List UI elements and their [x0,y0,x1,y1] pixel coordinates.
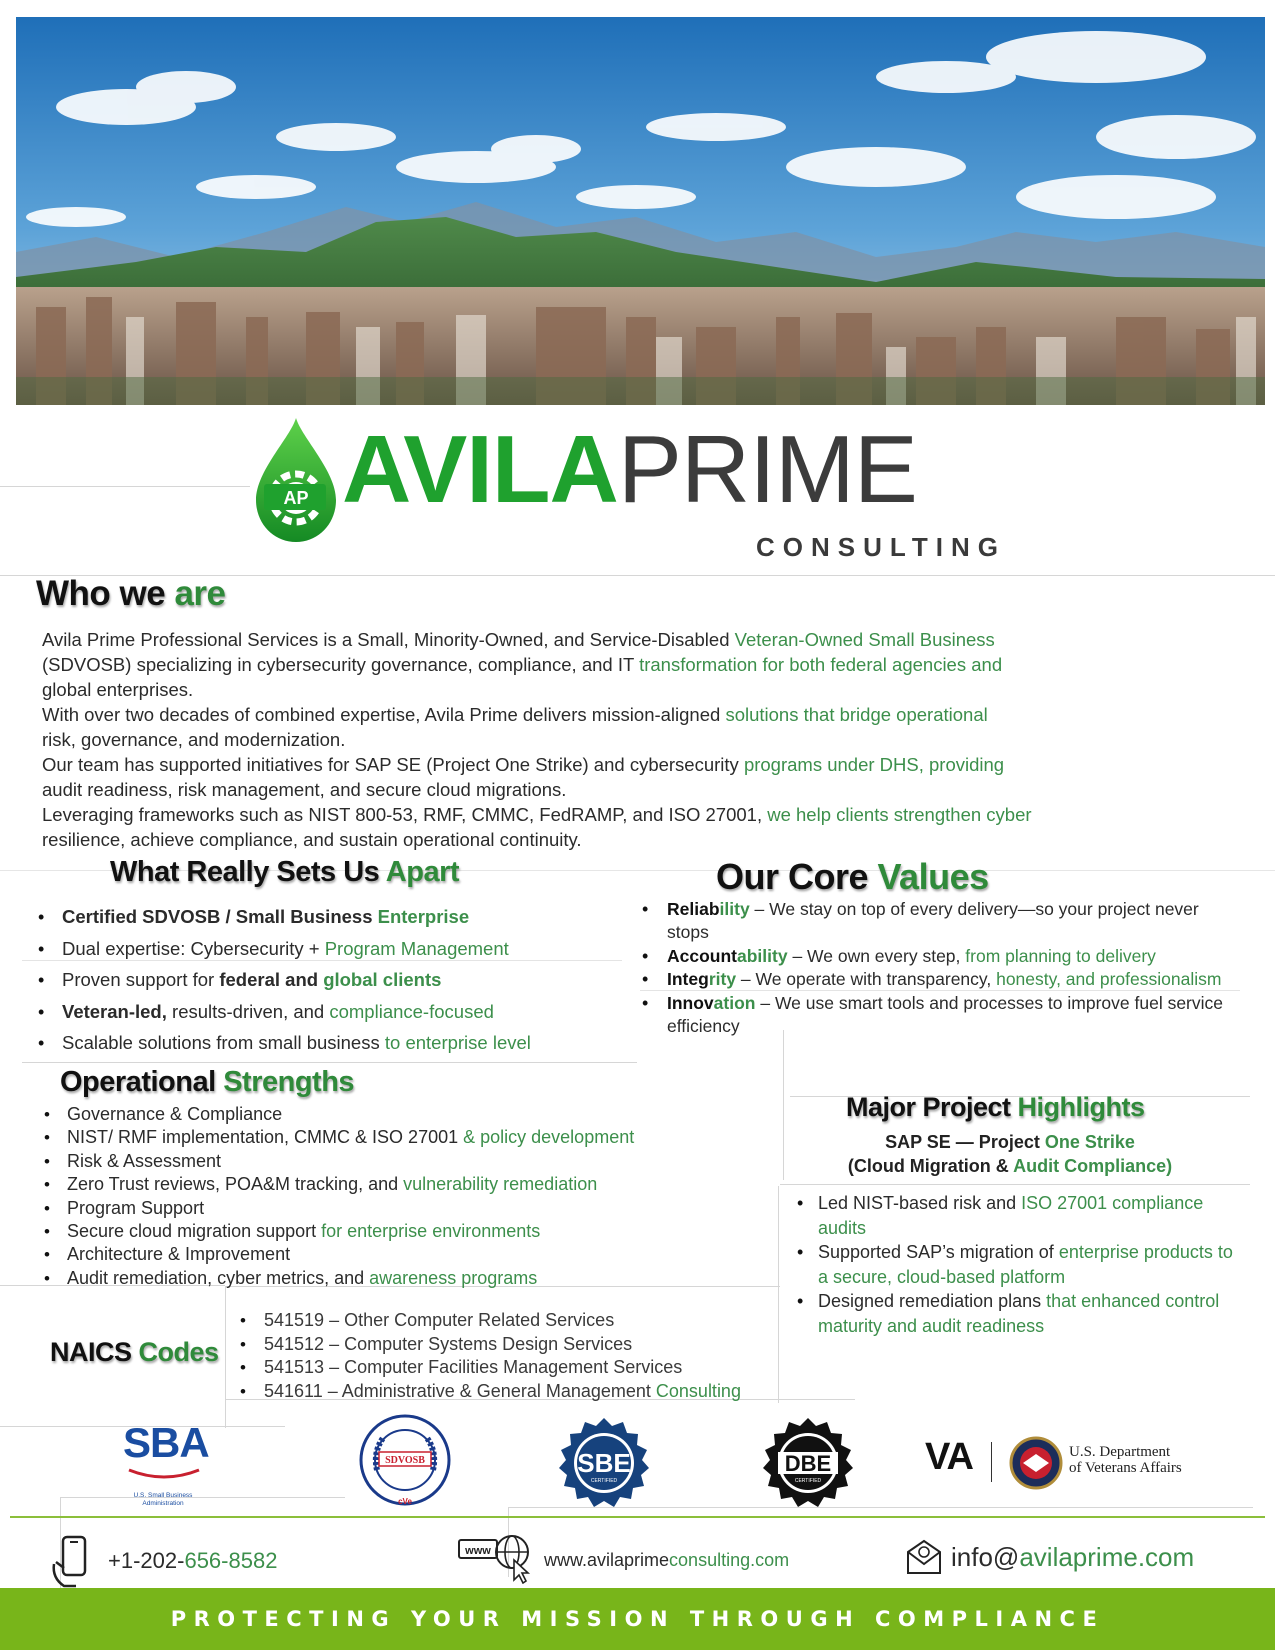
paragraph-line [42,627,1242,652]
paragraph-text-green: programs under DHS, providing [743,754,1005,775]
core-value-name-text [667,946,788,966]
core-values-heading [716,856,989,898]
item-text-bold: Veteran-led, [62,1000,167,1022]
paragraph-line [42,802,1242,827]
core-value-name-tail: ility [719,899,750,919]
item-text-bold: federal and [219,969,324,990]
heading-text-green: Highlights [1017,1092,1145,1122]
dbe-certified: CERTIFIED [794,1478,822,1484]
item-text: Scalable solutions from small business [62,1032,385,1053]
core-value-name-head: Innov [667,992,714,1013]
phone-contact[interactable] [50,1530,350,1590]
core-value-name-head: Integ [667,969,709,989]
item-text-green: compliance-focused [329,1000,494,1022]
sdvosb-seal-graphic [355,1412,455,1512]
item-text: Governance & Compliance [67,1104,283,1124]
website-url [544,1550,789,1571]
certification-badges [0,1412,1275,1522]
paragraph-text: global enterprises. [42,679,194,700]
website-contact[interactable] [458,1530,838,1590]
item-text-green: awareness programs [369,1267,538,1288]
highlight-item [795,1240,1240,1289]
sba-logo [123,1419,209,1512]
paragraph-text: risk, governance, and modernization. [42,729,346,750]
core-value-name [667,899,750,919]
item-text-green: enterprise products to a secure, cloud-based platform [818,1242,1233,1287]
core-value-name-tail: ability [737,945,788,966]
naics-code-item [238,1309,838,1333]
item-text-bold-green: Enterprise [377,906,470,927]
naics-code-item [238,1356,838,1380]
sba-swoosh-icon [127,1466,201,1484]
strength-item [40,1126,780,1149]
website-text-green: consulting.com [669,1550,790,1570]
paragraph-text: Our team has supported initiatives for SAP SE (Project One Strike) and cybersecurity [42,754,744,775]
core-value-name [667,969,736,989]
who-we-are-heading [36,574,226,614]
major-project-highlights-heading [846,1092,1145,1123]
paragraph-text: (SDVOSB) specializing in cybersecurity governance, compliance, and IT [42,654,640,675]
highlight-item [795,1289,1240,1338]
heading-text-green: Apart [385,856,460,888]
item-text: Architecture & Improvement [67,1244,291,1265]
va-logo-text: VA [925,1436,973,1478]
contact-divider [10,1516,1265,1518]
phone-text-green: 656-8582 [184,1548,278,1573]
project-subtitle-line [790,1154,1230,1178]
item-text: Program Support [67,1197,205,1218]
core-value-item [640,898,1240,944]
core-value-name-tail: rity [708,969,737,989]
item-text: Audit remediation, cyber metrics, and [67,1267,370,1288]
footer-band [0,1588,1275,1650]
item-text: Dual expertise: Cybersecurity + [62,937,325,959]
who-we-are-body [42,627,1242,852]
core-value-name-head: Reliab [667,899,720,919]
item-text: 541519 – Other Computer Related Services [264,1310,615,1330]
email-envelope-icon [905,1538,943,1576]
dbe-seal [760,1416,856,1512]
footer-tagline: PROTECTING YOUR MISSION THROUGH COMPLIANCE [170,1607,1105,1631]
phone-hand-icon [50,1534,94,1588]
item-text-green: to enterprise level [384,1032,531,1053]
sbe-label: SBE [577,1448,631,1478]
va-dept-line: U.S. Department [1069,1444,1171,1460]
subtitle-text-green: Audit Compliance) [1013,1156,1173,1176]
paragraph-text-green: we help clients strengthen cyber [767,804,1032,825]
heading-text-green: Values [877,856,989,897]
sba-caption: U.S. Small Business Administration [133,1492,193,1507]
item-text: 541512 – Computer Systems Design Services [264,1333,633,1354]
sba-logo-text: SBA [123,1419,209,1466]
list-item [38,937,638,969]
strength-item [40,1220,780,1243]
paragraph-text: audit readiness, risk management, and secure cloud migrations. [42,779,567,800]
strength-item [40,1197,780,1220]
email-contact[interactable] [905,1530,1245,1590]
avila-prime-logo [250,412,1030,562]
core-value-desc: – We operate with transparency, [736,969,997,989]
phone-text: +1-202- [108,1548,185,1573]
item-text: 541513 – Computer Facilities Management Services [264,1357,683,1377]
item-text: 541611 – Administrative & General Management [264,1380,656,1401]
list-item [38,1031,638,1063]
operational-strengths-list [40,1103,780,1290]
list-item [38,968,638,1000]
paragraph-text-green: solutions that bridge operational [725,704,988,725]
project-subtitle [790,1130,1230,1178]
strength-item [40,1150,780,1173]
item-text: Supported SAP’s migration of [818,1242,1059,1262]
item-text-green: ISO 27001 compliance audits [818,1193,1204,1238]
core-value-name-tail: ation [713,992,756,1013]
dbe-label: DBE [784,1451,832,1476]
core-value-name-text [667,899,750,919]
paragraph-line [42,652,1242,677]
core-value-item [640,992,1240,1038]
paragraph-text-green: Veteran-Owned Small Business [734,629,995,650]
website-text: www.avilaprime [544,1550,670,1570]
logo-word-prime: PRIME [617,416,917,523]
logo-word-avila: AVILA [342,416,618,523]
paragraph-text: Leveraging frameworks such as NIST 800-53, RMF, CMMC, FedRAMP, and ISO 27001, [42,804,768,825]
phone-number [108,1548,277,1574]
item-text-green: Consulting [655,1380,741,1401]
website-globe-icon [458,1534,532,1584]
operational-strengths-heading [60,1066,354,1099]
list-item [38,1000,638,1032]
core-value-name [667,993,755,1013]
heading-text-dark: Our Core [716,856,878,897]
va-department-name [1069,1444,1182,1476]
heading-text-dark: Operational [60,1066,224,1098]
cve-label: cVe [398,1497,412,1506]
core-value-desc-green: from planning to delivery [965,945,1156,966]
project-subtitle-line [790,1130,1230,1154]
paragraph-line [42,752,1242,777]
heading-text-dark: What Really Sets Us [110,856,386,888]
divider-line [783,1030,784,1180]
divider-line [225,1286,226,1428]
naics-code-item [238,1380,838,1404]
core-value-name [667,946,788,966]
divider-line [0,486,250,487]
www-label: www [465,1545,491,1557]
project-highlights-list [795,1191,1240,1338]
email-text-green: avilaprime.com [1019,1542,1195,1572]
core-values-list [640,898,1240,1038]
item-text: Led NIST-based risk and [818,1193,1022,1213]
paragraph-line [42,702,1242,727]
item-text-bold: Certified SDVOSB / Small Business [62,906,378,927]
heading-text-green: Strengths [223,1066,355,1098]
sbe-certified: CERTIFIED [590,1478,618,1484]
item-text-green: vulnerability remediation [403,1174,598,1195]
paragraph-line [42,827,1242,852]
item-text: Zero Trust reviews, POA&M tracking, and [67,1174,404,1195]
subtitle-text-green: One Strike [1044,1132,1135,1152]
hero-cityscape-image [16,17,1265,405]
core-value-desc: – We stay on top of every delivery—so your project never stops [667,899,1199,942]
sbe-seal-graphic [556,1416,652,1512]
paragraph-line [42,727,1242,752]
item-text: Secure cloud migration support [67,1221,322,1242]
paragraph-text: resilience, achieve compliance, and sustain operational continuity. [42,829,582,850]
differentiators-list [38,905,638,1063]
subtitle-text: (Cloud Migration & [847,1156,1014,1176]
va-logo [925,1436,1245,1496]
heading-text-dark: Who we [36,574,175,613]
core-value-item [640,968,1240,991]
core-value-name-text [667,969,736,989]
what-sets-us-apart-heading [110,856,459,889]
strength-item [40,1243,780,1266]
core-value-name-head: Account [667,945,737,966]
sbe-seal [556,1416,652,1512]
sdvosb-label: SDVOSB [385,1455,425,1466]
paragraph-line [42,777,1242,802]
heading-text-dark: Major Project [846,1092,1018,1122]
naics-codes-heading [50,1337,219,1368]
va-seal-icon [1009,1436,1063,1490]
email-address [951,1542,1194,1573]
item-text: results-driven, and [166,1000,330,1022]
heading-text-dark: NAICS [50,1337,139,1367]
strength-item [40,1267,780,1290]
dbe-seal-graphic [760,1416,856,1512]
item-text-green: & policy development [463,1127,635,1148]
logo-wordmark [342,416,917,523]
item-text-bold-green: global clients [323,969,442,990]
core-value-desc: – We own every step, [787,945,966,966]
email-text: info@ [951,1542,1020,1572]
item-text: Proven support for [62,969,220,990]
heading-text-green: are [174,574,226,613]
va-divider [991,1442,992,1482]
divider-line [780,1184,1250,1185]
paragraph-line [42,677,1242,702]
item-text-green: that enhanced control maturity and audit readiness [818,1291,1220,1336]
core-value-item [640,945,1240,968]
paragraph-text: With over two decades of combined expertise, Avila Prime delivers mission-aligned [42,704,726,725]
core-value-desc: – We use smart tools and processes to improve fuel service efficiency [667,992,1224,1036]
item-text: Designed remediation plans [818,1291,1047,1311]
item-text-green: Program Management [324,937,509,959]
water-drop-gear-icon [250,416,342,544]
sdvosb-seal [355,1412,455,1512]
highlight-item [795,1191,1240,1240]
paragraph-text-green: transformation for both federal agencies and [639,654,1003,675]
item-text-green: for enterprise environments [321,1221,541,1242]
strength-item [40,1173,780,1196]
subtitle-text: SAP SE — Project [885,1132,1045,1152]
heading-text-green: Codes [138,1337,219,1367]
cityscape-illustration [16,17,1265,405]
logo-subtitle: CONSULTING [756,532,1006,562]
va-dept-line: of Veterans Affairs [1069,1460,1182,1476]
strength-item [40,1103,780,1126]
item-text: Risk & Assessment [67,1150,222,1171]
list-item [38,905,638,937]
item-text: NIST/ RMF implementation, CMMC & ISO 27001 [67,1127,464,1148]
naics-code-item [238,1333,838,1357]
paragraph-text: Avila Prime Professional Services is a Small, Minority-Owned, and Service-Disabled [42,629,735,650]
logo-mark-letters: AP [283,488,309,508]
naics-codes-list [238,1309,838,1403]
core-value-desc-green: honesty, and professionalism [996,969,1222,989]
core-value-name-text [667,993,755,1013]
